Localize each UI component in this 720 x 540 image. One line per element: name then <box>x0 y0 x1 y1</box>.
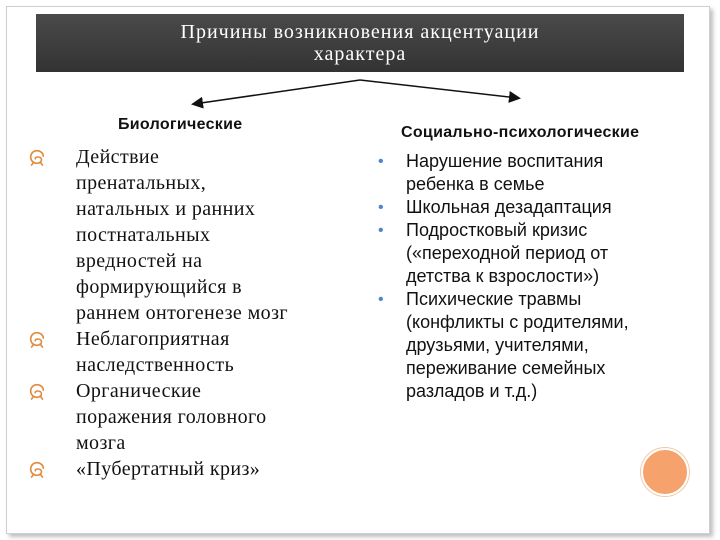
biological-item-line: Неблагоприятная <box>76 328 230 350</box>
biological-item-line: раннем онтогенезе мозг <box>76 302 288 324</box>
social-item-line: Школьная дезадаптация <box>406 197 612 217</box>
biological-item-line: пренатальных, <box>76 172 207 194</box>
biological-item <box>0 378 360 456</box>
title-line-1: Причины возникновения акцентуации <box>180 21 540 43</box>
social-item <box>378 219 698 288</box>
social-item-line: ребенка в семье <box>406 174 545 194</box>
social-item-line: Нарушение воспитания <box>406 151 604 171</box>
social-item-line: друзьями, учителями, <box>406 335 589 355</box>
dot-bullet-icon: • <box>378 291 384 308</box>
social-item <box>378 150 698 196</box>
heading-social: Социально-психологические <box>401 124 640 141</box>
social-item-line: («переходной период от <box>406 243 609 263</box>
arrow-to-social <box>360 80 518 98</box>
social-item-line: (конфликты с родителями, <box>406 312 629 332</box>
biological-item <box>0 326 360 378</box>
decorative-circle <box>641 448 689 496</box>
social-item-line: переживание семейных <box>406 358 606 378</box>
biological-item-line: натальных и ранних <box>76 198 256 220</box>
dot-bullet-icon: • <box>378 222 384 239</box>
title-line-2: характера <box>313 43 407 65</box>
social-item <box>378 196 698 219</box>
biological-item-line: наследственность <box>76 354 235 376</box>
social-item-line: Подростковый кризис <box>406 220 588 240</box>
biological-item-line: постнатальных <box>76 224 211 246</box>
biological-item <box>0 144 360 326</box>
biological-item-line: формирующийся в <box>76 276 243 298</box>
biological-item-line: Органические <box>76 380 202 402</box>
fleuron-icon <box>28 330 46 348</box>
biological-item-line: «Пубертатный криз» <box>76 458 261 480</box>
heading-biological: Биологические <box>118 116 243 133</box>
social-item-line: разладов и т.д.) <box>406 381 538 401</box>
fleuron-icon <box>28 382 46 400</box>
social-item <box>378 288 698 403</box>
social-item-line: детства к взрослости») <box>406 266 600 286</box>
biological-item-line: Действие <box>76 146 160 168</box>
fleuron-icon <box>28 460 46 478</box>
biological-item-line: поражения головного <box>76 406 267 428</box>
social-causes-list <box>378 150 698 403</box>
social-item-line: Психические травмы <box>406 289 582 309</box>
fleuron-icon <box>28 148 46 166</box>
biological-item-line: мозга <box>76 432 126 454</box>
arrow-to-biological <box>194 80 360 104</box>
biological-item-line: вредностей на <box>76 250 203 272</box>
biological-causes-list <box>0 144 360 482</box>
dot-bullet-icon: • <box>378 153 384 170</box>
biological-item <box>0 456 360 482</box>
dot-bullet-icon: • <box>378 199 384 216</box>
